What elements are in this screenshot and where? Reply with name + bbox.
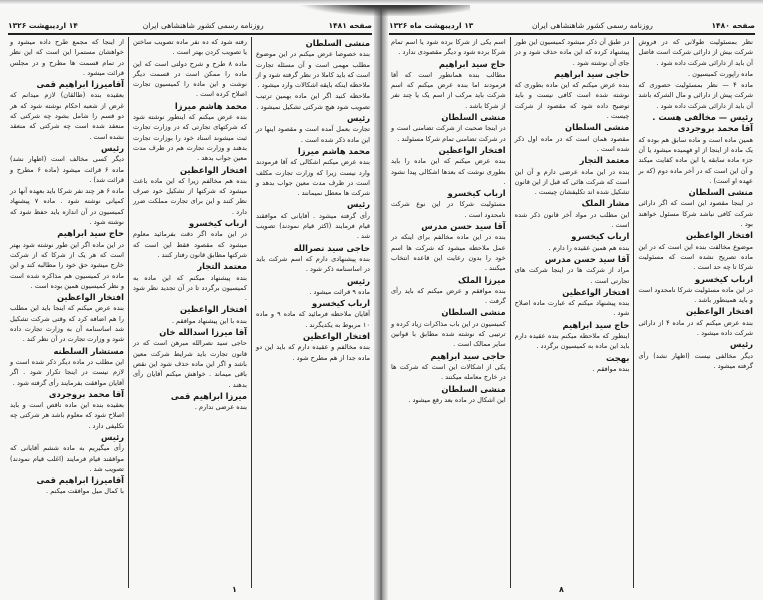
- paragraph: حاجی سید نصرالله مبرهن است که در قانون تجارت باید شرایط شرکت معین باشد و اگر این ماده حذف شود این نقص باقی میماند . خواهش میکنم آقایان رأی بدهند .: [133, 339, 247, 389]
- speaker-name: معتمد التجار: [579, 155, 630, 166]
- speaker-name: منشی السلطان: [565, 122, 630, 133]
- paragraph: مطالب بنده همانطور است که آقا فرمودند اما بنده عرض میکنم که اسم شرکت باید مرکب از اسم یک یا چند نفر از شرکا باشد .: [390, 70, 506, 110]
- speaker-name: منشی السلطان: [441, 383, 506, 394]
- speaker-name: حاج سید ابراهیم: [438, 58, 506, 69]
- speaker-name: افتخار الواعظین: [685, 230, 753, 241]
- newspaper-title: روزنامه رسمی کشور شاهنشاهی ایران: [531, 20, 653, 30]
- speaker-name: حاجی سید نصرالله: [293, 242, 370, 253]
- left-page: [0, 0, 380, 600]
- speaker-name: آقا سید حسن مدرس: [544, 253, 630, 264]
- speaker-name: آقا محمد بروجردی: [48, 388, 124, 399]
- left-page-header: [8, 18, 372, 32]
- speaker-name: رئیس — مخالفی هست .: [652, 112, 753, 123]
- text-column: [633, 37, 757, 588]
- speaker-name: افتخار الواعظین: [179, 304, 247, 315]
- paragraph: بنده پیشنهاد میکنم که عبارت ماده اصلاح شود .: [514, 299, 630, 318]
- paragraph: بنده موافقم و عرض میکنم که باید رأی گرفت .: [390, 286, 506, 306]
- paragraph: بنده مخالفم و عقیده دارم که باید این دو ماده جدا از هم مطرح شود .: [256, 343, 370, 362]
- right-page-header: [389, 18, 755, 32]
- paragraph: از اینجا که مجمع طرح داده میشود و خواهشان مستمرا این است که این نظر در تمام قسمت ها مطرح و در مجلس قرائت میشود .: [10, 38, 124, 77]
- paragraph: در طبق آن ذکر میشود کمیسیون این طور پیشنهاد کرده که این ماده حذف شود و در جای آن نوشته شود .: [514, 38, 630, 67]
- paragraph: دیگر کسی مخالف است (اظهار نشد) ماده ۶ قرائت میشود (ماده ۶ مطرح و قرائت شد) .: [10, 155, 125, 184]
- paragraph: رفته شود که ده نفر ماده تصویب ساختن یا تصویب کردن بهتر است .: [133, 38, 247, 57]
- speaker-name: میرزا الملک: [458, 274, 506, 285]
- paragraph: مقصود همان است که در ماده اول ذکر شده است .: [514, 134, 630, 153]
- text-column: [6, 37, 128, 588]
- issue-date: ۱۳ اردیبهشت ماه ۱۳۲۶: [389, 20, 474, 30]
- speaker-name: منشی السلطان: [688, 187, 753, 198]
- speaker-name: افتخار الواعظین: [179, 164, 247, 175]
- newspaper-title: روزنامه رسمی کشور شاهنشاهی ایران: [142, 20, 264, 30]
- speaker-name: منشی السلطان: [305, 38, 370, 48]
- paragraph: بنده پیشنهادی دارم که اسم شرکت باید در اساسنامه ذکر شود .: [256, 254, 370, 274]
- paragraph: اینطور که ملاحظه میکنم بنده عقیده دارم باید این ماده به کمیسیون برگردد .: [514, 332, 630, 351]
- speaker-name: مشار الملک: [581, 198, 630, 209]
- paragraph: اسم یکی از شرکا برده شود یا اسم تمام شرکا برده شود و دیگر مقصودی ندارد .: [390, 38, 506, 57]
- speaker-name: رئیس: [729, 339, 753, 350]
- speaker-name: رئیس: [100, 142, 124, 153]
- right-page-columns: [387, 37, 757, 588]
- paragraph: بنده موافقم .: [592, 364, 630, 373]
- paragraph: بنده عرضی ندارم .: [194, 403, 247, 412]
- paragraph: در این ماده اگر این طور نوشته شود بهتر است که هر یک از شرکا که از شرکت خارج میشود حق خود را مطالبه کند و این ماده در کمیسیون هم مذاکره شده است و نظر کمیسیون همین بوده است .: [10, 240, 124, 290]
- text-column: [510, 37, 634, 588]
- speaker-name: حاج سید ابراهیم: [57, 228, 124, 239]
- speaker-name: منشی السلطان: [441, 112, 506, 123]
- scan-edge: [0, 0, 763, 5]
- text-column: [128, 37, 251, 588]
- speaker-name: بهجت: [605, 352, 630, 363]
- paragraph: ماده ۴ — نظر بمسئولیت حصوری که شرکت پیش از دارائی و مال الشرکه باشد آن باید از دارائی شرکت داده شود .: [638, 81, 753, 110]
- paragraph: ماده راپورت کمیسیون .: [687, 69, 753, 78]
- text-column: [251, 37, 374, 588]
- paragraph: بنده عرض میکنم که در ماده ۴ از دارائی شرکت داده میشود .: [638, 318, 753, 338]
- footer-page-number: ۱: [232, 585, 237, 594]
- paragraph: ملاحظه کنید اگر این ماده بهمین ترتیب تصویب شود هیچ شرکتی تشکیل نمیشود .: [256, 92, 370, 111]
- page-label: صفحه ۱۴۸۱: [328, 20, 372, 30]
- speaker-name: آقا میرزا اسدالله خان: [159, 327, 247, 338]
- paragraph: بعقیده بنده (طالقان) لازم میدانم که غرض از شعبه احکام نوشته شود که هر دو قسم را شامل بشود چه شرکتی که منعقد شده است چه شرکتی که منعقد نشده است .: [10, 91, 124, 141]
- paragraph: بنده هم همین عقیده را دارم .: [548, 243, 630, 252]
- paragraph: این اشکال در ماده بعد رفع میشود .: [408, 395, 506, 404]
- paragraph: آقایان ملاحظه فرمائید که ماده ۹ و ماده ۱۰ مربوط به یکدیگرند .: [256, 310, 371, 329]
- paragraph: بعقیده بنده این ماده ناقص است و باید اصلاح شود که معلوم باشد هر شرکتی چه تکلیفی دارد .: [10, 401, 124, 430]
- speaker-name: محمد هاشم میرزا: [174, 100, 247, 111]
- paragraph: بنده خصوصا عرض میکنم در این موضوع مطلب مهمی است و آن مسئله تجارت است که باید کاملا در نظر گرفته شود و از ملاحظه اینکه بایقه اشکالات وارد میشود .: [256, 50, 370, 90]
- paragraph: بنده عرض میکنم که اینطور نوشته شود که شرکتهای تجارتی که در وزارت تجارت ثبت میشوند اسناد خود را بوزارت تجارت بدهند و وزارت تجارت هم در ظرف مدت معین جواب بدهد .: [133, 113, 247, 163]
- paragraph: مراد از شرکت ها در اینجا شرکت های تجارتی است .: [514, 266, 630, 285]
- speaker-name: ارباب کیخسرو: [311, 298, 370, 309]
- speaker-name: افتخار الواعظین: [562, 286, 630, 297]
- paragraph: نظر بمسئولیت طولانی که در فروش شرکت بیش از دارائی شرکت است فاضل آن باید از دارائی شرکت داده شود .: [638, 38, 753, 67]
- paragraph: رأی میگیریم به ماده ششم آقایانی که موافقند قیام فرمایند (اغلب قیام نمودند) تصویب شد .: [10, 444, 124, 473]
- issue-date: ۱۴ اردیبهشت ۱۳۲۶: [8, 20, 78, 30]
- footer-page-number: ۸: [559, 585, 564, 594]
- text-column: [387, 37, 510, 588]
- paragraph: در اینجا مقصود این است که اگر دارائی شرکت کافی نباشد شرکا مسئول خواهند بود .: [638, 199, 753, 229]
- paragraph: بنده در این ماده مخالفم برای اینکه در عمل ملاحظه میشود که شرکت ها اسم خود را بدون رعایت این قاعده انتخاب میکنند .: [390, 233, 506, 273]
- header-rule: [389, 33, 755, 35]
- paragraph: بنده عرض میکنم اشکالی که آقا فرمودند وارد نیست زیرا که وزارت تجارت مکلف است در ظرف مدت معین جواب بدهد و شرکت ها معطل نمیمانند .: [256, 158, 370, 198]
- speaker-name: میرزا ابراهیم قمی: [170, 390, 247, 401]
- speaker-name: آقامیرزا ابراهیم قمی: [36, 475, 124, 486]
- paragraph: تجارت بعمل آمده است و مقصود اینها در این ماده ذکر شده است .: [256, 125, 370, 144]
- paragraph: ماده ۹ قرائت میشود .: [309, 287, 370, 296]
- paragraph: در این ماده اگر دقت بفرمائید معلوم میشود که مقصود فقط این است که شرکتها مطابق قانون رفتار کنند .: [133, 230, 247, 259]
- speaker-name: آقا سید حسن مدرس: [421, 221, 506, 232]
- speaker-name: محمد هاشم میرزا: [297, 145, 370, 156]
- paragraph: بنده عرض میکنم که این ماده بطوری که نوشته شده است کافی نیست و باید توضیح داده شود که مقصود از شرکت چیست .: [514, 81, 630, 121]
- paragraph: مسئولیت شرکا در این نوع شرکت نامحدود است .: [390, 200, 506, 219]
- paragraph: با کمال میل موافقت میکنم .: [46, 487, 124, 496]
- speaker-name: ارباب کیخسرو: [571, 231, 630, 242]
- speaker-name: آقا محمد بروجردی: [677, 123, 753, 134]
- speaker-name: آقامیرزا ابراهیم قمی: [36, 79, 124, 90]
- speaker-name: حاج سید ابراهیم: [562, 319, 630, 330]
- paragraph: رأی گرفته میشود . آقایانی که موافقند قیام فرمایند (اکثر قیام نمودند) تصویب شد .: [256, 211, 370, 241]
- header-rule: [8, 33, 372, 35]
- paragraph: بنده عرض میکنم که این ماده را باید بطوری نوشت که بعدها اشکالی پیدا نشود .: [390, 157, 506, 186]
- paragraph: یکی از اشکالات این است که شرکت ها در خارج معامله میکنند .: [390, 362, 506, 382]
- paragraph: ماده ۶ هر چند نفر شرکا باید بعهده آنها در کمپانی نوشته شود . ماده ۷ پیشنهاد کمیسیون در آن اندازه باید حفظ شود که نوشته شود .: [10, 187, 124, 227]
- speaker-name: رئیس: [346, 275, 370, 286]
- left-page-columns: [6, 37, 374, 588]
- paragraph: دیگر مخالفی نیست (اظهار نشد) رأی گرفته میشود .: [638, 351, 753, 370]
- paragraph: بنده با این پیشنهاد موافقم .: [171, 316, 247, 325]
- paragraph: ماده ۸ طرح و شرح دولتی است که این ماده را ممکن است در قسمت دیگر نوشت و این ماده را کمیسیون تجارت اصلاح کرده است .: [133, 59, 247, 99]
- speaker-name: حاجی سید ابراهیم: [554, 68, 630, 79]
- speaker-name: ارباب کیخسرو: [447, 188, 506, 199]
- binding-gutter: [374, 0, 388, 600]
- paragraph: بنده عرض میکنم که اینجا باید این مطلب را هم اضافه کرد که وقتی شرکت تشکیل شد اساسنامه آن به وزارت تجارت داده شود و وزارت تجارت در آن نظر کند .: [10, 304, 124, 344]
- speaker-name: افتخار الواعظین: [438, 144, 506, 155]
- paragraph: این مطلب در مواد آخر قانون ذکر شده است .: [514, 210, 630, 230]
- speaker-name: ارباب کیخسرو: [694, 273, 753, 284]
- paragraph: این مطلب در ماده دیگر ذکر شده است و لازم نیست در اینجا تکرار شود . اگر آقایان موافقت بفرمایند رأی گرفته شود .: [10, 357, 124, 387]
- paragraph: بنده هم مخالفم زیرا که این ماده باعث میشود که شرکتها از تشکیل خود صرف نظر کنند و این برای تجارت مملکت ضرر دارد .: [133, 176, 247, 216]
- speaker-name: منشی السلطان: [441, 307, 506, 318]
- speaker-name: حاجی سید ابراهیم: [430, 350, 506, 361]
- page-label: صفحه ۱۴۸۰: [711, 20, 755, 30]
- paragraph: بنده در این ماده عرضی دارم و آن این است که شرکت هائی که قبل از این قانون تشکیل شده اند تکلیفشان چیست .: [514, 167, 630, 197]
- speaker-name: افتخار الواعظین: [302, 331, 370, 342]
- speaker-name: ارباب کیخسرو: [188, 218, 247, 229]
- speaker-name: مستشار السلطنه: [53, 345, 124, 356]
- paragraph: موضوع مخالفت بنده این است که در این ماده تصریح نشده است که مسئولیت شرکا تا چه حد است .: [638, 242, 753, 272]
- paragraph: کمیسیون در این باب مذاکرات زیاد کرده و ترتیبی که نوشته شده مطابق با قوانین سایر ممالک است .: [390, 319, 506, 349]
- paragraph: در اینجا صحبت از شرکت تضامنی است و در شرکت تضامنی تمام شرکا مسئولند .: [390, 124, 506, 143]
- paragraph: در این ماده مسئولیت شرکا نامحدود است و باید همینطور باشد .: [638, 285, 753, 305]
- speaker-name: رئیس: [100, 431, 124, 442]
- paragraph: بنده پیشنهاد میکنم که این ماده به کمیسیون برگردد تا در آن تجدید نظر شود .: [133, 273, 247, 303]
- paragraph: همین ماده است و ماده سابق هم بوده که یک ماده از اینجا از او فهمیده میشود یا آن جزء ماده سابقه یا این ماده کفایت میکند و آن این است که در آخر ماده دوم (که بر عهده او است) .: [638, 135, 753, 185]
- speaker-name: افتخار الواعظین: [685, 306, 753, 317]
- speaker-name: رئیس: [346, 199, 370, 210]
- right-page: [381, 0, 763, 600]
- speaker-name: رئیس: [346, 113, 370, 124]
- speaker-name: افتخار الواعظین: [56, 292, 124, 303]
- speaker-name: معتمد التجار: [197, 261, 247, 272]
